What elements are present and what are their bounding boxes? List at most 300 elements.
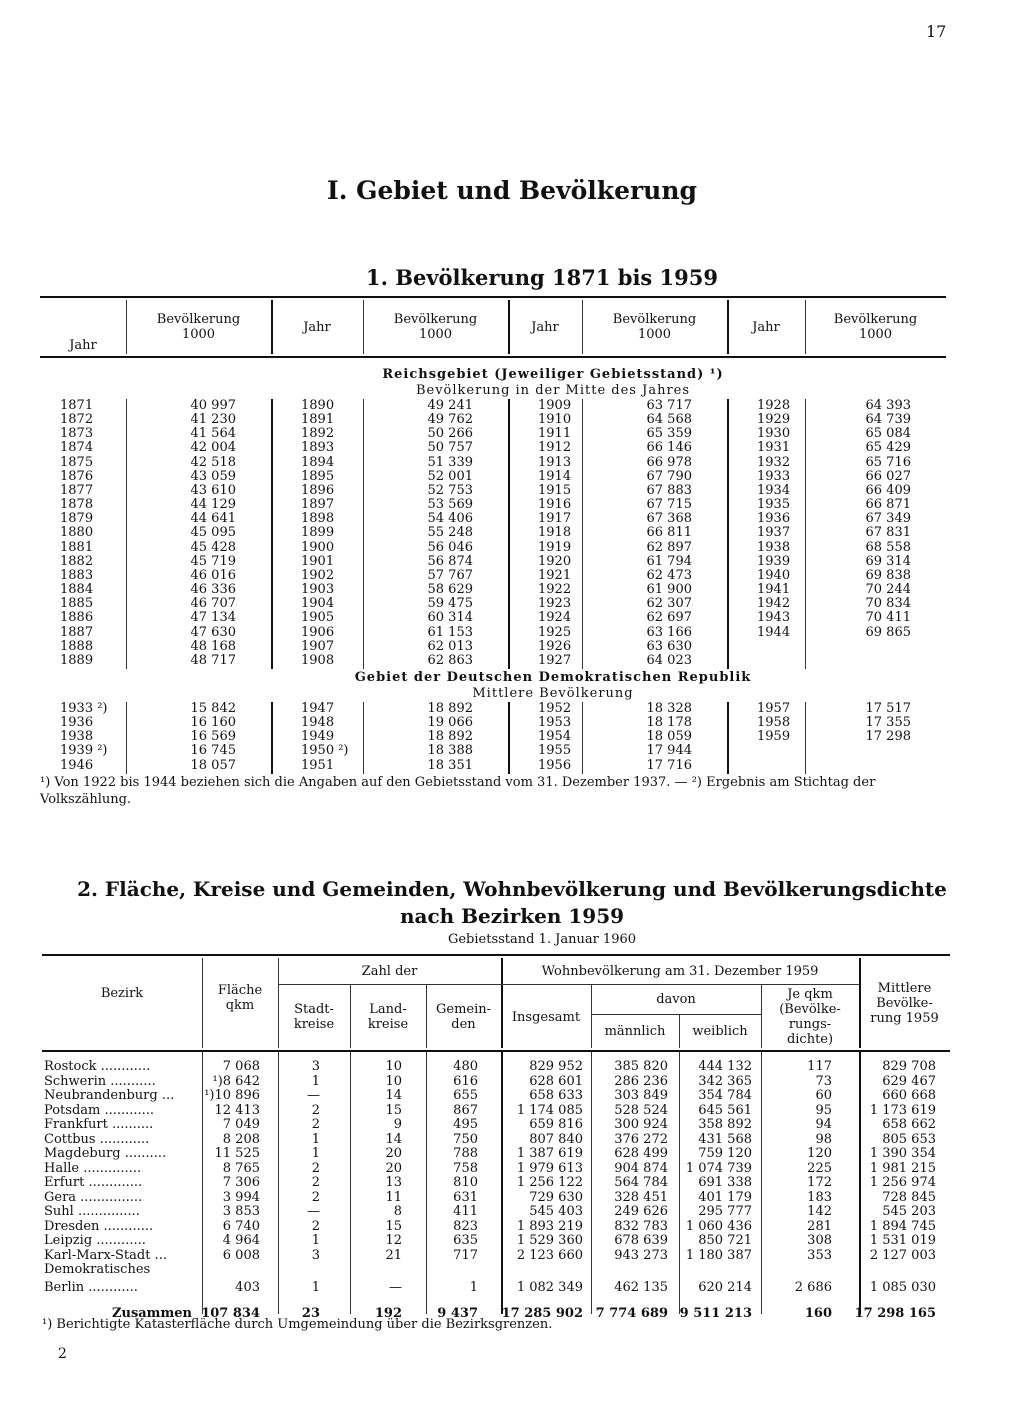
district-name: Zusammen — [112, 1306, 192, 1321]
table-row — [42, 1118, 950, 1133]
cell-w: 1 180 387 — [685, 1247, 752, 1263]
population-cell: 19 066 — [427, 715, 473, 731]
year-cell: 1898 — [301, 511, 335, 527]
population-cell: 16 569 — [190, 729, 236, 745]
cell-flaeche: ¹)10 896 — [204, 1088, 260, 1103]
cell-ins: 1 082 349 — [516, 1279, 583, 1295]
cell-je: 142 — [807, 1204, 832, 1219]
population-cell: 43 059 — [190, 468, 236, 484]
population-cell: 60 314 — [427, 610, 473, 626]
year-cell: 1954 — [538, 729, 572, 745]
cell-w: 9 511 213 — [679, 1306, 752, 1321]
year-cell: 1900 — [301, 539, 335, 555]
cell-w: 645 561 — [698, 1102, 752, 1118]
table-row — [42, 1133, 950, 1148]
cell-w: 850 721 — [698, 1233, 752, 1248]
cell-land: 11 — [385, 1189, 402, 1205]
year-cell: 1933 — [757, 468, 791, 484]
population-cell: 42 004 — [190, 440, 236, 456]
table2-subtitle: Gebietsstand 1. Januar 1960 — [447, 932, 637, 947]
population-cell: 67 790 — [646, 468, 692, 484]
cell-ins: 545 403 — [529, 1204, 583, 1219]
cell-m: 904 874 — [614, 1160, 668, 1176]
population-cell: 44 641 — [190, 511, 236, 527]
cell-stadt: 23 — [301, 1306, 320, 1321]
cell-stadt: 2 — [311, 1160, 320, 1176]
year-cell: 1929 — [757, 412, 791, 428]
header-maennlich: männlich — [604, 1023, 666, 1039]
year-cell: 1944 — [757, 624, 791, 640]
population-cell: 18 351 — [427, 757, 473, 773]
cell-gem: 750 — [453, 1131, 478, 1147]
berlin-name-line1 — [42, 1263, 950, 1278]
cell-ins: 659 816 — [529, 1117, 583, 1132]
table-row — [42, 1220, 950, 1235]
year-cell: 1934 — [757, 482, 791, 498]
year-cell: 1958 — [757, 715, 791, 731]
table2-footnote: ¹) Berichtigte Katasterfläche durch Umgemeindung über die Bezirksgrenzen. — [42, 1317, 553, 1332]
cell-m: 7 774 689 — [595, 1306, 668, 1321]
district-name: Cottbus ............ — [44, 1131, 150, 1147]
cell-je: 225 — [807, 1160, 832, 1176]
year-cell: 1892 — [301, 426, 335, 442]
cell-w: 444 132 — [698, 1059, 752, 1074]
header-population: Bevölkerung 1000 — [612, 312, 697, 342]
table-row — [42, 1176, 950, 1191]
year-cell: 1919 — [538, 539, 572, 555]
header-wohnbevoelkerung: Wohnbevölkerung am 31. Dezember 1959 — [541, 963, 819, 979]
cell-je: 98 — [815, 1131, 832, 1147]
cell-flaeche: 12 413 — [214, 1102, 260, 1118]
cell-flaeche: 8 765 — [222, 1160, 260, 1176]
district-name: Leipzig ............ — [44, 1233, 146, 1248]
table-row — [42, 1147, 950, 1162]
cell-je: 60 — [815, 1088, 832, 1103]
year-cell: 1933 ²) — [60, 701, 108, 716]
cell-gem: 616 — [453, 1073, 478, 1089]
cell-m: 328 451 — [614, 1189, 668, 1205]
ddr-data-block — [40, 702, 946, 774]
cell-je: 160 — [804, 1306, 832, 1321]
cell-m: 286 236 — [614, 1073, 668, 1089]
population-cell: 17 298 — [865, 729, 911, 745]
cell-stadt: 2 — [311, 1175, 320, 1190]
year-cell: 1901 — [301, 553, 335, 569]
population-cell: 17 355 — [865, 715, 911, 731]
district-name: Suhl ............... — [44, 1204, 140, 1219]
cell-land: 15 — [385, 1102, 402, 1118]
population-cell: 48 717 — [190, 652, 236, 668]
cell-w: 759 120 — [698, 1146, 752, 1161]
cell-je: 281 — [807, 1218, 832, 1234]
population-cell: 54 406 — [427, 511, 473, 527]
year-cell: 1931 — [757, 440, 791, 456]
cell-land: 21 — [385, 1247, 402, 1263]
cell-flaeche: 107 834 — [201, 1306, 260, 1321]
header-population: Bevölkerung 1000 — [393, 312, 478, 342]
cell-gem: 631 — [453, 1189, 478, 1205]
population-cell: 63 630 — [646, 638, 692, 654]
cell-ins: 807 840 — [529, 1131, 583, 1147]
cell-w: 620 214 — [698, 1279, 752, 1295]
population-cell: 17 944 — [646, 743, 692, 759]
reich-data-block — [40, 399, 946, 669]
district-table — [42, 954, 950, 1333]
year-cell: 1896 — [301, 482, 335, 498]
population-cell: 64 023 — [646, 652, 692, 668]
year-cell: 1943 — [757, 610, 791, 626]
cell-m: 564 784 — [614, 1175, 668, 1190]
cell-je: 73 — [815, 1073, 832, 1089]
cell-m: 628 499 — [614, 1146, 668, 1161]
population-cell: 62 473 — [646, 567, 692, 583]
cell-gem: 411 — [453, 1204, 478, 1219]
cell-flaeche: 403 — [235, 1279, 260, 1295]
cell-land: 10 — [385, 1059, 402, 1074]
cell-w: 1 060 436 — [685, 1218, 752, 1234]
population-cell: 47 134 — [190, 610, 236, 626]
year-cell: 1888 — [60, 638, 94, 654]
cell-flaeche: 7 049 — [222, 1117, 260, 1132]
population-cell: 62 013 — [427, 638, 473, 654]
cell-m: 943 273 — [614, 1247, 668, 1263]
cell-je: 117 — [807, 1059, 832, 1074]
year-cell: 1924 — [538, 610, 572, 626]
year-cell: 1875 — [60, 454, 94, 470]
population-cell: 62 863 — [427, 652, 473, 668]
table1-footnote: ¹) Von 1922 bis 1944 beziehen sich die Angaben auf den Gebietsstand vom 31. Dezember 1937. — ²) Ergebnis am Stichtag der Volkszählung. — [40, 775, 876, 807]
cell-w: 295 777 — [698, 1204, 752, 1219]
year-cell: 1957 — [757, 701, 791, 716]
year-cell: 1942 — [757, 596, 791, 612]
population-cell: 52 001 — [427, 468, 473, 484]
cell-gem: 810 — [453, 1175, 478, 1190]
cell-w: 358 892 — [698, 1117, 752, 1132]
cell-land: 20 — [385, 1146, 402, 1161]
cell-ins: 658 633 — [529, 1088, 583, 1103]
table-row — [42, 1089, 950, 1104]
year-cell: 1907 — [301, 638, 335, 654]
cell-gem: 823 — [453, 1218, 478, 1234]
population-cell: 41 230 — [190, 412, 236, 428]
year-cell: 1909 — [538, 398, 572, 413]
year-cell: 1878 — [60, 497, 94, 513]
cell-mitt: 728 845 — [882, 1189, 936, 1205]
population-cell: 46 016 — [190, 567, 236, 583]
cell-land: 10 — [385, 1073, 402, 1089]
cell-land: 14 — [385, 1088, 402, 1103]
table2-header — [42, 954, 950, 1052]
cell-mitt: 1 981 215 — [869, 1160, 936, 1176]
year-cell: 1941 — [757, 582, 791, 598]
population-cell: 18 328 — [646, 701, 692, 716]
population-cell: 50 266 — [427, 426, 473, 442]
year-cell: 1939 — [757, 553, 791, 569]
year-cell: 1928 — [757, 398, 791, 413]
population-cell: 41 564 — [190, 426, 236, 442]
year-cell: 1912 — [538, 440, 572, 456]
cell-stadt: 2 — [311, 1218, 320, 1234]
cell-flaeche: 4 964 — [222, 1233, 260, 1248]
population-cell: 46 336 — [190, 582, 236, 598]
population-cell: 18 059 — [646, 729, 692, 745]
population-cell: 61 153 — [427, 624, 473, 640]
year-cell: 1871 — [60, 398, 94, 413]
population-cell: 16 745 — [190, 743, 236, 759]
population-cell: 15 842 — [190, 701, 236, 716]
year-cell: 1889 — [60, 652, 94, 668]
cell-w: 691 338 — [698, 1175, 752, 1190]
cell-m: 462 135 — [614, 1279, 668, 1295]
cell-mitt: 1 531 019 — [869, 1233, 936, 1248]
population-cell: 68 558 — [865, 539, 911, 555]
year-cell: 1939 ²) — [60, 743, 108, 759]
population-cell: 64 568 — [646, 412, 692, 428]
population-cell: 43 610 — [190, 482, 236, 498]
section-subtitle-ddr: Mittlere Bevölkerung — [472, 686, 634, 701]
year-cell: 1947 — [301, 701, 335, 716]
population-cell: 62 307 — [646, 596, 692, 612]
population-cell: 66 871 — [865, 497, 911, 513]
year-cell: 1952 — [538, 701, 572, 716]
population-cell: 70 244 — [865, 582, 911, 598]
year-cell: 1921 — [538, 567, 572, 583]
year-cell: 1910 — [538, 412, 572, 428]
header-year: Jahr — [531, 319, 559, 335]
population-cell: 18 892 — [427, 701, 473, 716]
year-cell: 1874 — [60, 440, 94, 456]
total-row — [42, 1307, 950, 1322]
cell-ins: 729 630 — [529, 1189, 583, 1205]
cell-land: 192 — [374, 1306, 402, 1321]
year-cell: 1925 — [538, 624, 572, 640]
year-cell: 1886 — [60, 610, 94, 626]
cell-je: 172 — [807, 1175, 832, 1190]
year-cell: 1949 — [301, 729, 335, 745]
table2-title-line1: 2. Fläche, Kreise und Gemeinden, Wohnbevölkerung und Bevölkerungsdichte — [77, 877, 947, 901]
year-cell: 1908 — [301, 652, 335, 668]
cell-je: 2 686 — [794, 1279, 832, 1295]
cell-land: 13 — [385, 1175, 402, 1190]
year-cell: 1881 — [60, 539, 94, 555]
cell-ins: 628 601 — [529, 1073, 583, 1089]
year-cell: 1951 — [301, 757, 335, 773]
cell-mitt: 1 173 619 — [869, 1102, 936, 1118]
cell-w: 354 784 — [698, 1088, 752, 1103]
district-name: Neubrandenburg ... — [44, 1088, 175, 1103]
population-cell: 55 248 — [427, 525, 473, 541]
cell-flaeche: 8 208 — [222, 1131, 260, 1147]
population-cell: 66 811 — [646, 525, 692, 541]
cell-je: 183 — [807, 1189, 832, 1205]
year-cell: 1938 — [757, 539, 791, 555]
year-cell: 1894 — [301, 454, 335, 470]
cell-stadt: — — [307, 1204, 320, 1219]
cell-w: 431 568 — [698, 1131, 752, 1147]
table-row — [42, 1162, 950, 1177]
population-cell: 65 429 — [865, 440, 911, 456]
population-cell: 17 517 — [865, 701, 911, 716]
year-cell: 1923 — [538, 596, 572, 612]
year-cell: 1937 — [757, 525, 791, 541]
cell-stadt: 1 — [311, 1131, 320, 1147]
population-cell: 69 865 — [865, 624, 911, 640]
year-cell: 1903 — [301, 582, 335, 598]
cell-mitt: 658 662 — [882, 1117, 936, 1132]
year-cell: 1880 — [60, 525, 94, 541]
cell-gem: 9 437 — [437, 1306, 478, 1321]
population-cell: 57 767 — [427, 567, 473, 583]
year-cell: 1956 — [538, 757, 572, 773]
population-cell: 69 838 — [865, 567, 911, 583]
year-cell: 1890 — [301, 398, 335, 413]
header-mittlere: Mittlere Bevölke- rung 1959 — [870, 980, 939, 1026]
year-cell: 1902 — [301, 567, 335, 583]
population-cell: 45 095 — [190, 525, 236, 541]
cell-land: 8 — [393, 1204, 402, 1219]
section-title-reich: Reichsgebiet (Jeweiliger Gebietsstand) ¹) — [382, 367, 724, 382]
cell-mitt: 1 390 354 — [869, 1146, 936, 1161]
year-cell: 1893 — [301, 440, 335, 456]
population-cell: 44 129 — [190, 497, 236, 513]
district-name: Erfurt ............. — [44, 1175, 143, 1190]
district-name: Karl-Marx-Stadt ... — [44, 1247, 167, 1263]
population-cell: 53 569 — [427, 497, 473, 513]
header-davon: davon — [656, 991, 696, 1007]
table2-body — [42, 1052, 950, 1321]
cell-gem: 867 — [453, 1102, 478, 1118]
cell-m: 528 524 — [614, 1102, 668, 1118]
cell-stadt: 2 — [311, 1117, 320, 1132]
cell-m: 385 820 — [614, 1059, 668, 1074]
table-row — [42, 1234, 950, 1249]
header-je-qkm: Je qkm (Bevölke- rungs- dichte) — [779, 987, 841, 1047]
district-name: Rostock ............ — [44, 1059, 151, 1074]
page-bottom-mark: 2 — [58, 1346, 67, 1362]
cell-flaeche: 7 306 — [222, 1175, 260, 1190]
population-cell: 61 900 — [646, 582, 692, 598]
year-cell: 1873 — [60, 426, 94, 442]
cell-ins: 829 952 — [529, 1059, 583, 1074]
table-row — [42, 1205, 950, 1220]
year-cell: 1935 — [757, 497, 791, 513]
year-cell: 1948 — [301, 715, 335, 731]
cell-ins: 1 979 613 — [516, 1160, 583, 1176]
year-cell: 1877 — [60, 482, 94, 498]
population-cell: 70 411 — [865, 610, 911, 626]
population-cell: 64 393 — [865, 398, 911, 413]
header-gemeinden: Gemein- den — [435, 1002, 492, 1032]
header-population: Bevölkerung 1000 — [156, 312, 241, 342]
cell-stadt: 1 — [311, 1233, 320, 1248]
cell-stadt: 3 — [311, 1059, 320, 1074]
year-cell: 1883 — [60, 567, 94, 583]
cell-m: 249 626 — [614, 1204, 668, 1219]
cell-mitt: 660 668 — [882, 1088, 936, 1103]
population-cell: 18 892 — [427, 729, 473, 745]
population-cell: 67 883 — [646, 482, 692, 498]
cell-mitt: 1 085 030 — [869, 1279, 936, 1295]
cell-gem: 635 — [453, 1233, 478, 1248]
header-bezirk: Bezirk — [100, 985, 144, 1001]
cell-ins: 17 285 902 — [501, 1306, 583, 1321]
population-cell: 45 428 — [190, 539, 236, 555]
year-cell: 1959 — [757, 729, 791, 745]
chapter-title: I. Gebiet und Bevölkerung — [327, 176, 697, 205]
table-row — [42, 1249, 950, 1264]
table1-header — [40, 296, 946, 358]
population-cell: 61 794 — [646, 553, 692, 569]
population-cell: 64 739 — [865, 412, 911, 428]
cell-land: 20 — [385, 1160, 402, 1176]
year-cell: 1938 — [60, 729, 94, 745]
population-cell: 66 978 — [646, 454, 692, 470]
year-cell: 1930 — [757, 426, 791, 442]
cell-flaeche: 11 525 — [214, 1146, 260, 1161]
cell-gem: 480 — [453, 1059, 478, 1074]
cell-gem: 788 — [453, 1146, 478, 1161]
population-cell: 66 146 — [646, 440, 692, 456]
cell-mitt: 805 653 — [882, 1131, 936, 1147]
cell-gem: 1 — [469, 1279, 478, 1295]
cell-mitt: 829 708 — [882, 1059, 936, 1074]
year-cell: 1915 — [538, 482, 572, 498]
population-cell: 58 629 — [427, 582, 473, 598]
population-cell: 62 897 — [646, 539, 692, 555]
cell-je: 94 — [815, 1117, 832, 1132]
cell-w: 342 365 — [698, 1073, 752, 1089]
berlin-row — [42, 1281, 950, 1296]
population-cell: 49 762 — [427, 412, 473, 428]
population-cell: 46 707 — [190, 596, 236, 612]
cell-stadt: — — [307, 1088, 320, 1103]
header-population: Bevölkerung 1000 — [833, 312, 918, 342]
year-cell: 1876 — [60, 468, 94, 484]
year-cell: 1950 ²) — [301, 743, 349, 759]
year-cell: 1891 — [301, 412, 335, 428]
population-cell: 52 753 — [427, 482, 473, 498]
population-table — [40, 296, 946, 808]
cell-stadt: 1 — [311, 1146, 320, 1161]
district-name: Gera ............... — [44, 1189, 143, 1205]
year-cell: 1884 — [60, 582, 94, 598]
table2-title-line2: nach Bezirken 1959 — [399, 904, 625, 928]
cell-flaeche: 6 008 — [222, 1247, 260, 1263]
cell-ins: 1 893 219 — [516, 1218, 583, 1234]
cell-ins: 2 123 660 — [516, 1247, 583, 1263]
cell-land: 15 — [385, 1218, 402, 1234]
year-cell: 1940 — [757, 567, 791, 583]
year-cell: 1885 — [60, 596, 94, 612]
year-cell: 1927 — [538, 652, 572, 668]
population-cell: 63 166 — [646, 624, 692, 640]
cell-land: 14 — [385, 1131, 402, 1147]
cell-gem: 717 — [453, 1247, 478, 1263]
year-cell: 1916 — [538, 497, 572, 513]
cell-flaeche: ¹)8 642 — [212, 1073, 260, 1089]
population-cell: 16 160 — [190, 715, 236, 731]
cell-land: 12 — [385, 1233, 402, 1248]
cell-flaeche: 7 068 — [222, 1059, 260, 1074]
district-name: Demokratisches — [44, 1262, 151, 1277]
table1-title: 1. Bevölkerung 1871 bis 1959 — [365, 265, 719, 290]
year-cell: 1899 — [301, 525, 335, 541]
cell-m: 832 783 — [614, 1218, 668, 1234]
cell-gem: 758 — [453, 1160, 478, 1176]
population-cell: 56 874 — [427, 553, 473, 569]
population-cell: 49 241 — [427, 398, 473, 413]
cell-mitt: 1 256 974 — [869, 1175, 936, 1190]
